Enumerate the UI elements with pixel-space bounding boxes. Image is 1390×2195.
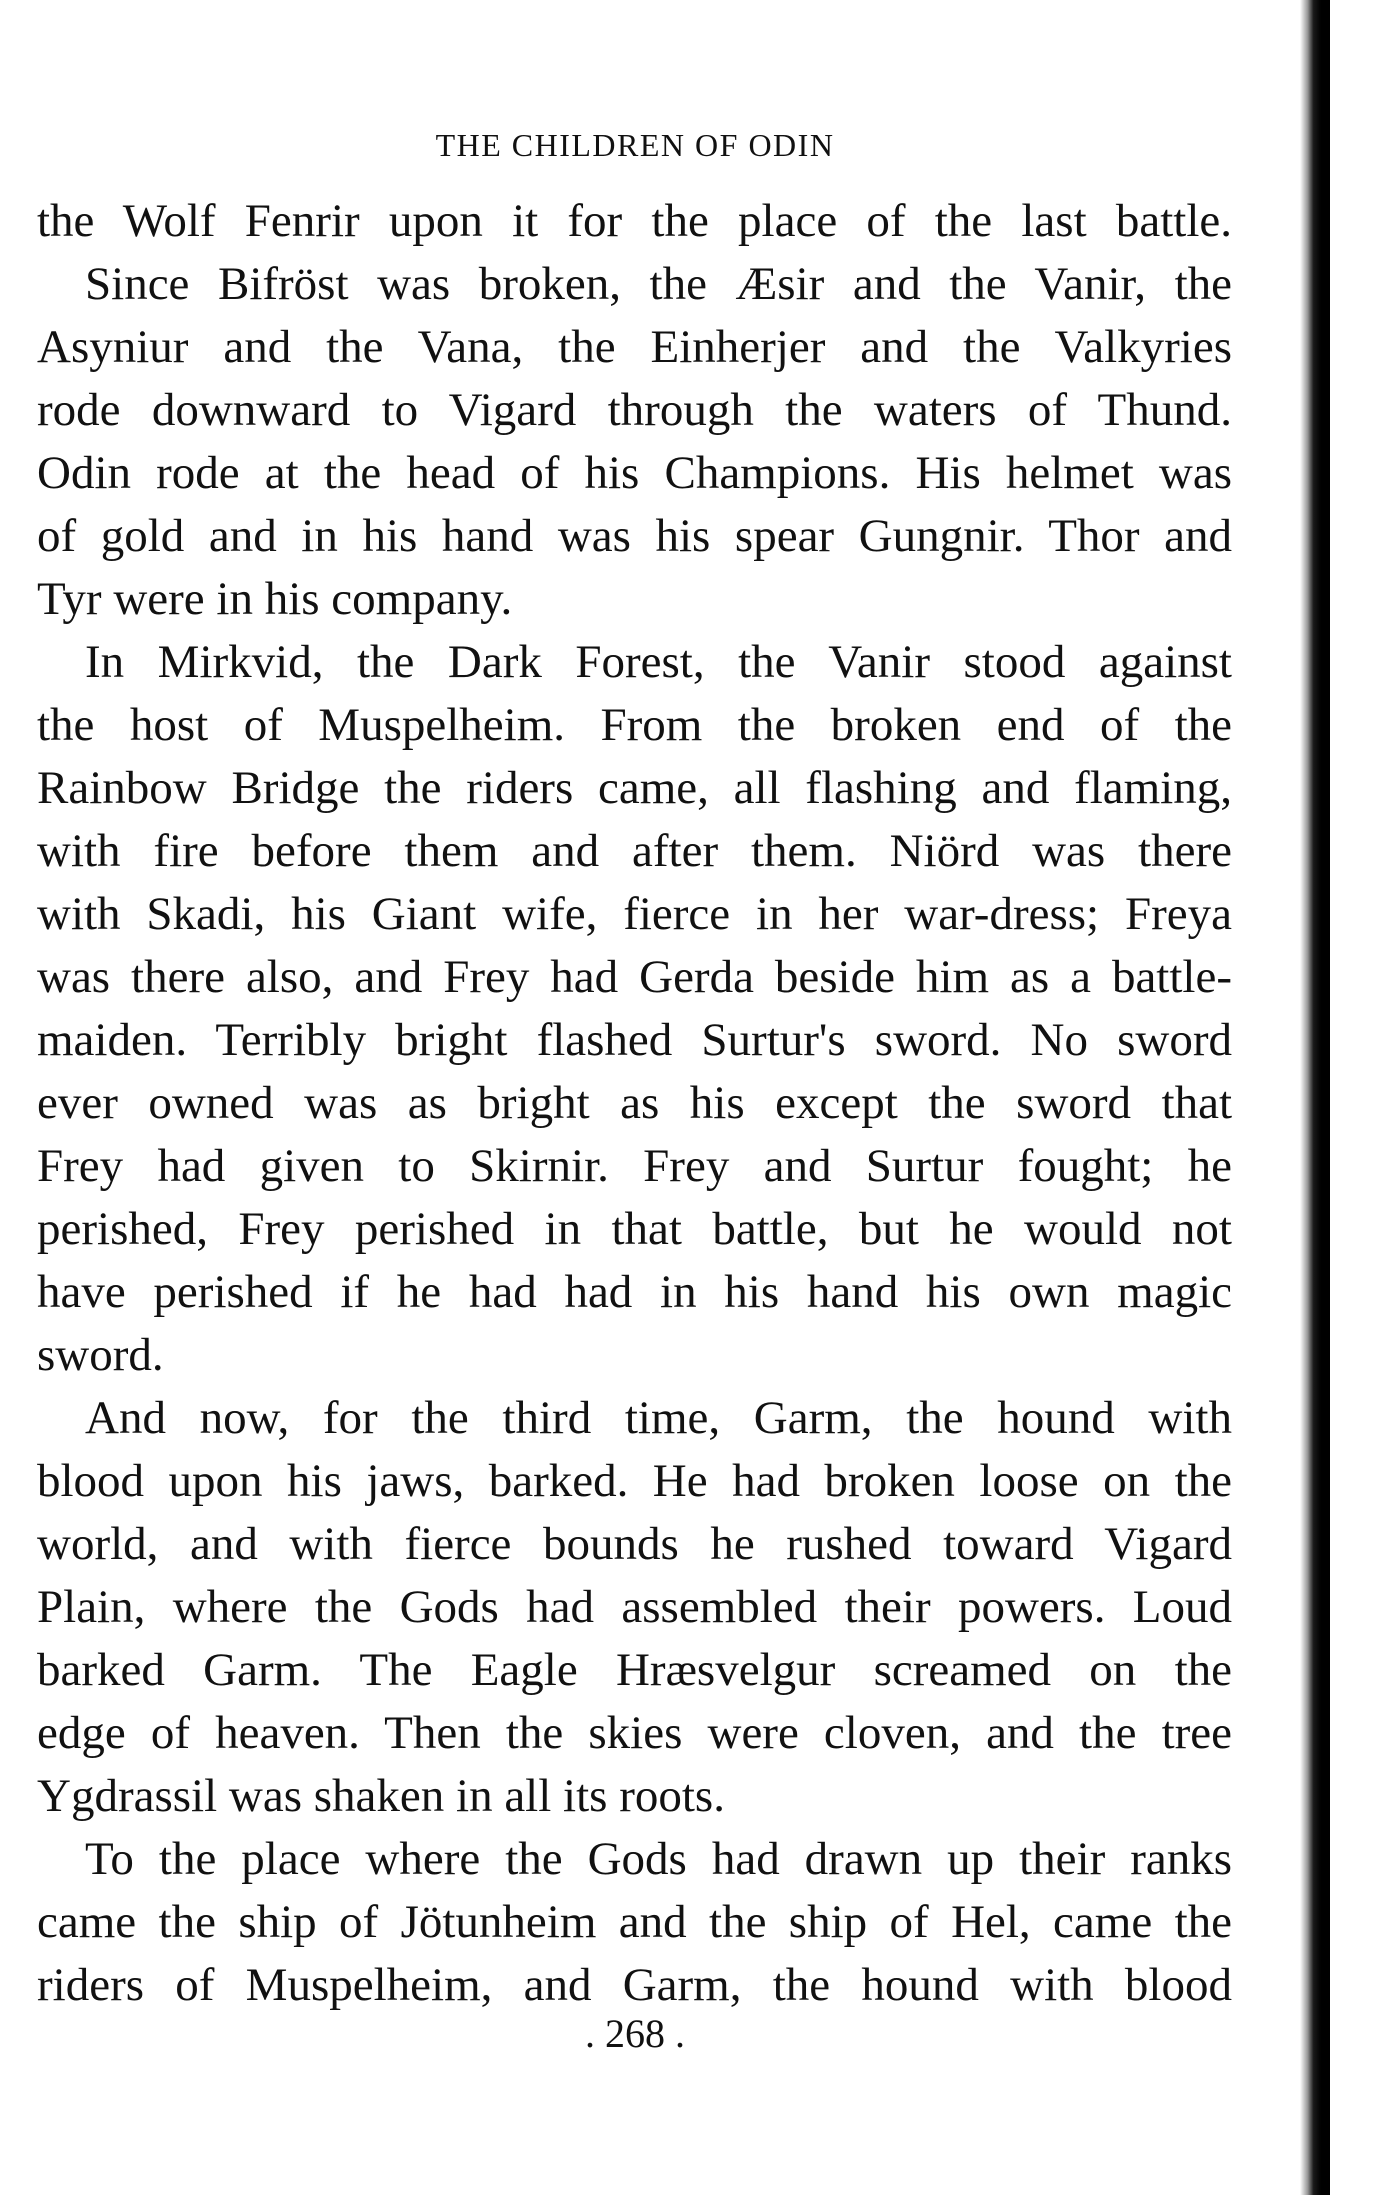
text-line: of gold and in his hand was his spear Gungnir. Thor and (37, 510, 1232, 562)
text-line: sword. (37, 1329, 164, 1381)
text-line: Plain, where the Gods had assembled their powers. Loud (37, 1581, 1232, 1633)
text-line: Tyr were in his company. (37, 573, 513, 625)
text-line: Since Bifröst was broken, the Æsir and the Vanir, the (85, 258, 1232, 310)
text-line: Frey had given to Skirnir. Frey and Surtur fought; he (37, 1140, 1232, 1192)
text-line: with Skadi, his Giant wife, fierce in her war-dress; Freya (37, 888, 1232, 940)
page-number: . 268 . (585, 2011, 685, 2056)
text-line: rode downward to Vigard through the waters of Thund. (37, 384, 1232, 436)
running-head: THE CHILDREN OF ODIN (435, 127, 835, 163)
text-line: riders of Muspelheim, and Garm, the hound with blood (37, 1959, 1232, 2011)
text-line: maiden. Terribly bright flashed Surtur's sword. No sword (37, 1014, 1232, 1066)
binding-edge (1300, 0, 1330, 2195)
text-line: barked Garm. The Eagle Hræsvelgur screamed on the (37, 1644, 1232, 1696)
text-line: Asyniur and the Vana, the Einherjer and the Valkyries (37, 321, 1232, 373)
text-line: Odin rode at the head of his Champions. His helmet was (37, 447, 1232, 499)
text-line: blood upon his jaws, barked. He had broken loose on the (37, 1455, 1232, 1507)
text-line: was there also, and Frey had Gerda beside him as a battle- (37, 951, 1232, 1003)
text-line: world, and with fierce bounds he rushed toward Vigard (37, 1518, 1232, 1570)
text-line: have perished if he had had in his hand his own magic (37, 1266, 1232, 1318)
text-line: ever owned was as bright as his except the sword that (37, 1077, 1232, 1129)
text-line: edge of heaven. Then the skies were cloven, and the tree (37, 1707, 1232, 1759)
text-line: the Wolf Fenrir upon it for the place of the last battle. (37, 195, 1232, 247)
text-line: And now, for the third time, Garm, the hound with (85, 1392, 1232, 1444)
body-text (37, 190, 1232, 2017)
text-line: with fire before them and after them. Niörd was there (37, 825, 1232, 877)
text-line: perished, Frey perished in that battle, but he would not (37, 1203, 1232, 1255)
text-line: In Mirkvid, the Dark Forest, the Vanir stood against (85, 636, 1232, 688)
text-line: Ygdrassil was shaken in all its roots. (37, 1770, 725, 1822)
text-line: Rainbow Bridge the riders came, all flashing and flaming, (37, 762, 1232, 814)
text-line: To the place where the Gods had drawn up their ranks (85, 1833, 1232, 1885)
text-line: the host of Muspelheim. From the broken end of the (37, 699, 1232, 751)
text-line: came the ship of Jötunheim and the ship of Hel, came the (37, 1896, 1232, 1948)
